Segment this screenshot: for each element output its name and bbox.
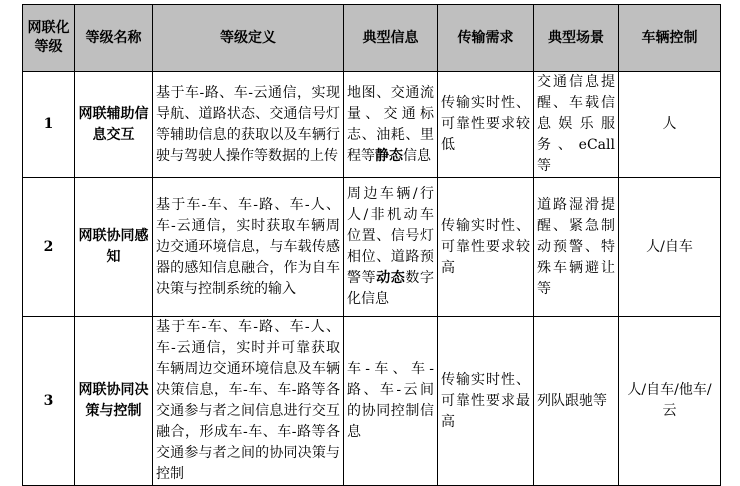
info-suffix: 信息 bbox=[403, 147, 431, 164]
connectivity-level-table bbox=[22, 4, 721, 486]
transmission-cell: 传输实时性、可靠性要求最高 bbox=[438, 317, 534, 486]
info-emphasis: 动态 bbox=[376, 270, 406, 286]
header-definition: 等级定义 bbox=[153, 5, 344, 72]
classification-table-wrapper bbox=[22, 4, 721, 486]
header-control: 车辆控制 bbox=[619, 5, 721, 72]
table-row bbox=[23, 317, 721, 486]
definition-cell: 基于车-车、车-路、车-人、车-云通信，实时并可靠获取车辆周边交通环境信息及车辆决策信息，车-车、车-路等各交通参与者之间信息进行交互融合，形成车-车、车-路等各交通参与者之间的协同决策与控制 bbox=[153, 317, 344, 486]
header-row bbox=[23, 5, 721, 72]
control-cell: 人/自车/他车/云 bbox=[619, 317, 721, 486]
info-emphasis: 静态 bbox=[375, 147, 403, 164]
scenario-cell: 列队跟驰等 bbox=[534, 317, 619, 486]
transmission-cell: 传输实时性、可靠性要求较高 bbox=[438, 178, 534, 317]
level-cell: 2 bbox=[23, 178, 75, 317]
info-text: 地图、交通流量、交通标志、油耗、里程等 bbox=[347, 84, 434, 164]
header-transmission: 传输需求 bbox=[438, 5, 534, 72]
scenario-cell: 道路湿滑提醒、紧急制动预警、特殊车辆避让等 bbox=[534, 178, 619, 317]
info-suffix: 数字化信息 bbox=[347, 270, 435, 307]
info-cell bbox=[344, 72, 438, 178]
scenario-cell: 交通信息提醒、车载信息娱乐服务、eCall等 bbox=[534, 72, 619, 178]
table-row bbox=[23, 178, 721, 317]
level-name-cell: 网联辅助信息交互 bbox=[75, 72, 153, 178]
level-name-cell: 网联协同感知 bbox=[75, 178, 153, 317]
info-text: 周边车辆/行人/非机动车位置、信号灯相位、道路预警等 bbox=[347, 186, 434, 286]
info-cell bbox=[344, 317, 438, 486]
info-cell bbox=[344, 178, 438, 317]
level-cell: 1 bbox=[23, 72, 75, 178]
level-name-cell: 网联协同决策与控制 bbox=[75, 317, 153, 486]
level-cell: 3 bbox=[23, 317, 75, 486]
control-cell: 人/自车 bbox=[619, 178, 721, 317]
transmission-cell: 传输实时性、可靠性要求较低 bbox=[438, 72, 534, 178]
definition-cell: 基于车-车、车-路、车-人、车-云通信，实时获取车辆周边交通环境信息，与车载传感器的感知信息融合，作为自车决策与控制系统的输入 bbox=[153, 178, 344, 317]
header-name: 等级名称 bbox=[75, 5, 153, 72]
table-row bbox=[23, 72, 721, 178]
info-text: 车-车、车-路、车-云间的协同控制信息 bbox=[347, 361, 434, 440]
header-scenario: 典型场景 bbox=[534, 5, 619, 72]
control-cell: 人 bbox=[619, 72, 721, 178]
header-level: 网联化等级 bbox=[23, 5, 75, 72]
definition-cell: 基于车-路、车-云通信，实现导航、道路状态、交通信号灯等辅助信息的获取以及车辆行驶与驾驶人操作等数据的上传 bbox=[153, 72, 344, 178]
header-info: 典型信息 bbox=[344, 5, 438, 72]
